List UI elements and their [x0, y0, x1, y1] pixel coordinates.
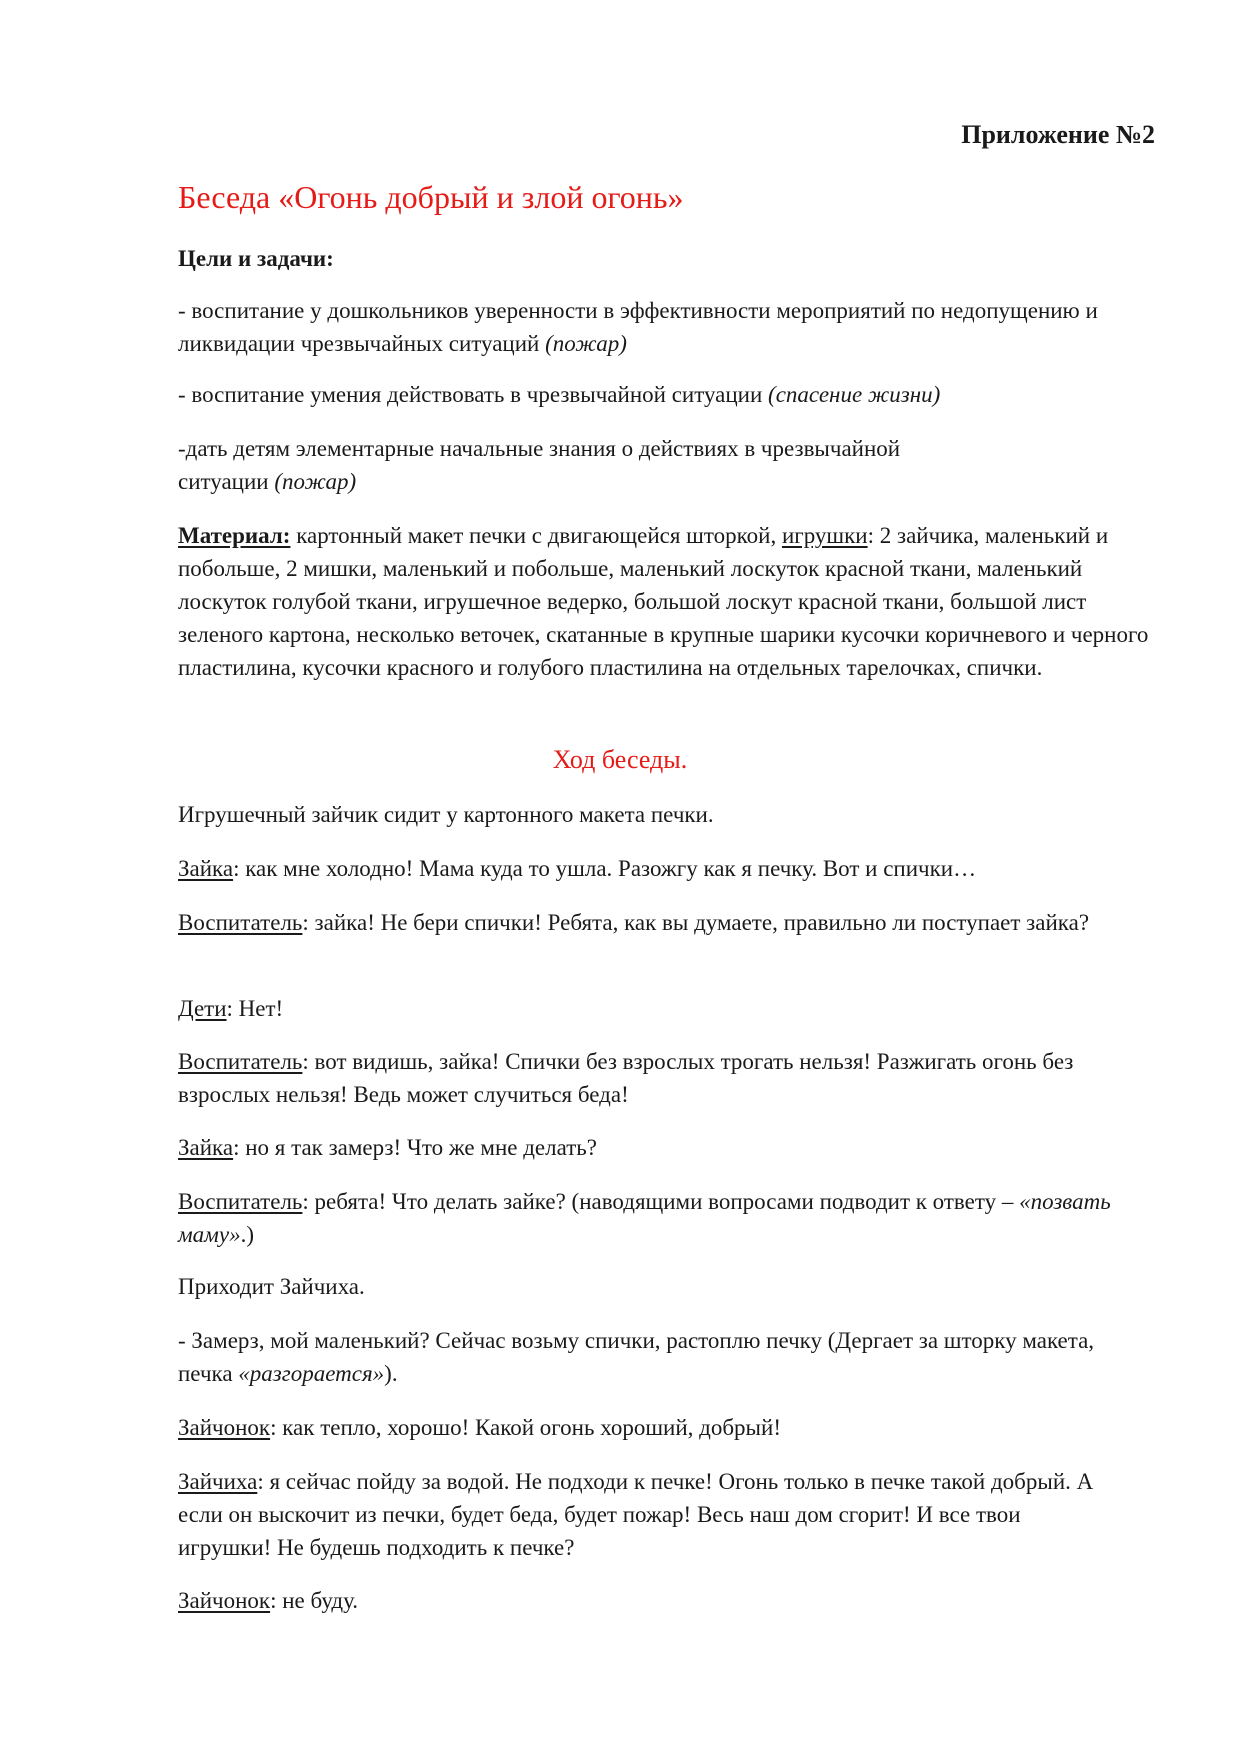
- speaker: Зайчиха: [178, 1469, 258, 1494]
- dialogue-intro: Игрушечный зайчик сидит у картонного макета печки.: [178, 802, 714, 827]
- speaker: Зайчонок: [178, 1415, 271, 1440]
- goals-heading: Цели и задачи:: [178, 246, 334, 271]
- material-label: Материал:: [178, 523, 291, 548]
- dialogue-line: Зайка: как мне холодно! Мама куда то ушла. Разожгу как я печку. Вот и спички…: [178, 856, 977, 881]
- speaker: Воспитатель: [178, 1049, 303, 1074]
- material-paragraph: Материал: картонный макет печки с двигающейся шторкой, игрушки: 2 зайчика, маленький и побольше, 2 мишки, маленький и побольше, маленький лоскуток красной ткани, маленький лоскуток голубой ткани, игрушечное ведерко, большой лоскут красной ткани, большой лист зеленого картона, несколько веточек, скатанные в крупные шарики кусочки коричневого и черного пластилина, кусочки красного и голубого пластилина на отдельных тарелочках, спички.: [178, 523, 1149, 680]
- speaker: Зайка: [178, 1135, 234, 1160]
- dialogue-arrival: Приходит Зайчиха.: [178, 1274, 365, 1299]
- dialogue-line: Зайчонок: не буду.: [178, 1588, 359, 1613]
- goal-item: -дать детям элементарные начальные знания о действиях в чрезвычайной ситуации (пожар): [178, 436, 901, 494]
- document-title: Беседа «Огонь добрый и злой огонь»: [178, 179, 684, 215]
- dialogue-line: Зайчиха: я сейчас пойду за водой. Не подходи к печке! Огонь только в печке такой добрый. А если он выскочит из печки, будет беда, будет пожар! Весь наш дом сгорит! И все твои игрушки! Не будешь подходить к печке?: [178, 1469, 1094, 1560]
- dialogue-line: Воспитатель: ребята! Что делать зайке? (наводящими вопросами подводит к ответу – «позвать маму».): [178, 1189, 1111, 1247]
- goal-item: - воспитание у дошкольников уверенности в эффективности мероприятий по недопущению и ликвидации чрезвычайных ситуаций (пожар): [178, 298, 1098, 356]
- dialogue-line: Зайчонок: как тепло, хорошо! Какой огонь хороший, добрый!: [178, 1415, 781, 1440]
- goal-item: - воспитание умения действовать в чрезвычайной ситуации (спасение жизни): [178, 382, 941, 407]
- speaker: Дети: [178, 996, 227, 1021]
- appendix-label: Приложение №2: [961, 120, 1155, 149]
- dialogue-line: Воспитатель: вот видишь, зайка! Спички без взрослых трогать нельзя! Разжигать огонь без взрослых нельзя! Ведь может случиться беда!: [178, 1049, 1074, 1107]
- dialogue-line: Дети: Нет!: [178, 996, 284, 1021]
- speaker: Воспитатель: [178, 1189, 303, 1214]
- speaker: Зайчонок: [178, 1588, 271, 1613]
- speaker: Воспитатель: [178, 910, 303, 935]
- dialogue-line: Зайка: но я так замерз! Что же мне делать?: [178, 1135, 597, 1160]
- dialogue-line: - Замерз, мой маленький? Сейчас возьму спички, растоплю печку (Дергает за шторку макета, печка «разгорается»).: [178, 1328, 1095, 1386]
- toys-label: игрушки: [781, 523, 868, 548]
- dialogue-line: Воспитатель: зайка! Не бери спички! Ребята, как вы думаете, правильно ли поступает зайка?: [178, 910, 1090, 935]
- speaker: Зайка: [178, 856, 234, 881]
- progress-heading: Ход беседы.: [552, 745, 688, 774]
